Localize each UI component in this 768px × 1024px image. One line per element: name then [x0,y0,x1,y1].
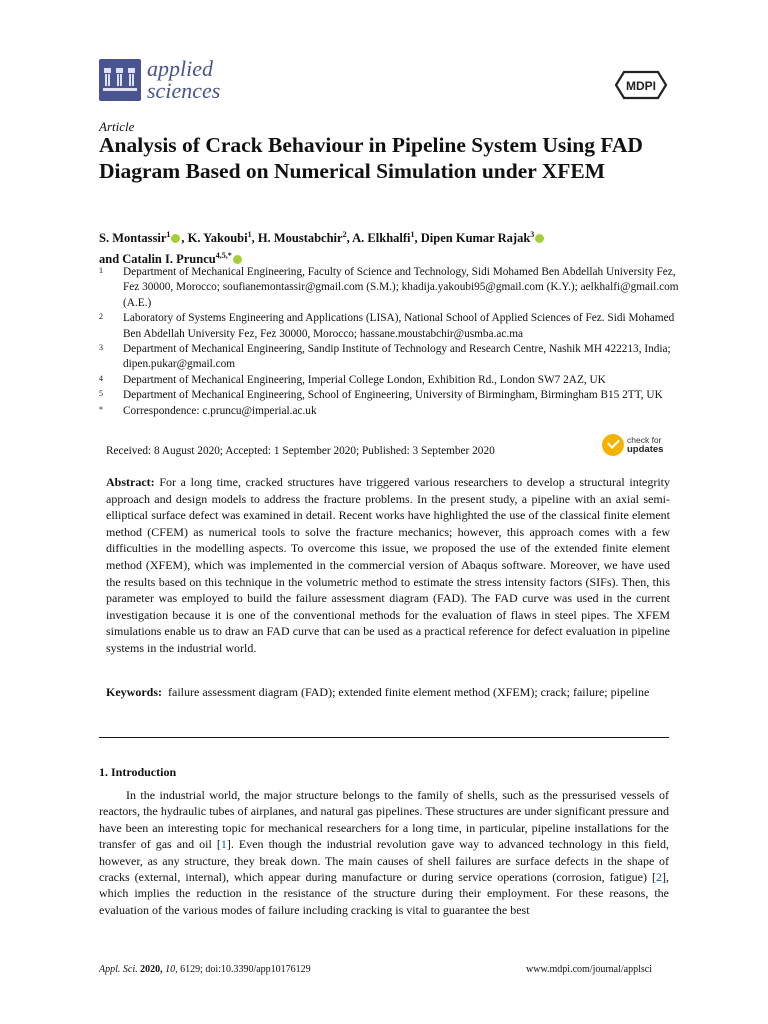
article-type: Article [99,119,135,134]
footer-volume: 10, [165,964,178,975]
footer-doi: 6129; doi:10.3390/app10176129 [180,964,311,975]
publisher-name: MDPI [626,79,656,93]
abstract [106,474,670,657]
checkmark-icon [602,434,624,456]
journal-logo [99,58,220,102]
check-updates-line2: updates [627,444,664,455]
publication-dates: Received: 8 August 2020; Accepted: 1 September 2020; Published: 3 September 2020 [106,445,495,457]
author-name: H. Moustabchir [257,231,343,246]
orcid-icon[interactable] [535,234,544,243]
affiliation-text: Department of Mechanical Engineering, Faculty of Science and Technology, Sidi Mohamed Ben Abdellah University Fez, Fez 30000, Morocco; soufianemontassir@gmail.com (S.M.); khadija.yakoubi95@gmail.com (K.Y.); aelkhalfi@gmail.com (A.E.) [123,266,679,309]
affiliation-list [99,265,679,419]
affiliation-number: 3 [99,343,103,353]
body-text-part: In the industrial world, the major structure belongs to the family of shells, such as the pressurised vessels of reactors, the hydraulic tubes of airplanes, and natural gas pipelines. These structures are under significant pressure and have been an interesting topic for mechanical researchers for a long time, in particular, pipeline installations for the transfer of gas and oil [ [99,788,669,852]
orcid-icon[interactable] [171,234,180,243]
keywords-label: Keywords: [106,685,162,699]
affiliation-number: 5 [99,389,103,399]
affiliation-number: * [99,404,103,414]
affiliation-number: 2 [99,312,103,322]
keywords-text: failure assessment diagram (FAD); extended finite element method (XFEM); crack; failure; pipeline [168,685,650,699]
author-affil-sup: 1 [166,230,171,239]
affiliation-text: Laboratory of Systems Engineering and Applications (LISA), National School of Applied Sciences of Fez. Sidi Mohamed Ben Abdellah University Fez, Fez 30000, Morocco; hassane.moustabchir@usmba.ac.ma [123,312,675,340]
correspondence-text[interactable]: Correspondence: c.pruncu@imperial.ac.uk [123,404,317,417]
author-affil-sup: 2 [342,230,347,239]
affiliation-item [99,373,679,388]
affiliation-text: Department of Mechanical Engineering, Sandip Institute of Technology and Research Centre, Nashik MH 422213, India; dipen.pukar@gmail.com [123,343,671,371]
journal-name-line1: applied [147,56,213,81]
journal-emblem-icon [99,59,141,101]
author-affil-sup: 3 [530,230,535,239]
affiliation-item [99,265,679,311]
affiliation-item [99,388,679,403]
article-title: Analysis of Crack Behaviour in Pipeline System Using FAD Diagram Based on Numerical Simulation under XFEM [99,133,643,183]
author-list: S. Montassir$^1$ , K. Yakoubi$^1$, H. Moustabchir$^2$, A. Elkhalfi$^1$, Dipen Kumar Rajak$^3$ and Catalin I. Pruncu$^{4,5,*}$ [99,226,659,268]
check-updates-line1: check for [627,435,662,445]
check-updates-label [627,436,663,454]
journal-name-line2: sciences [147,78,221,103]
affiliation-item [99,342,679,373]
author-name: A. Elkhalfi [352,231,411,246]
footer-journal-url[interactable]: www.mdpi.com/journal/applsci [526,964,652,975]
author-name: S. Montassir [99,231,167,246]
abstract-text: For a long time, cracked structures have triggered various researchers to develop a structural integrity approach and design models to address the fracture problems. In the present study, a pipeline with an axial semi-elliptical surface defect was examined in detail. Recent works have highlighted the use of the classical finite element method (CFEM) as numerical tools to solve the fracture mechanics; however, this approach comes with a few difficulties in the modelling aspects. To overcome this issue, we proposed the use of the extended finite element method (XFEM), which was implemented in the commercial version of Abaqus software. Moreover, we have used the results based on this technique in the volumetric method to estimate the stress intensity factors (SIFs). Then, this parameter was employed to build the failure assessment diagram (FAD). The FAD curve was used in the current investigation because it is one of the conventional methods for the evaluation of flaws in steel pipes. The XFEM simulations enable us to draw an FAD curve that can be used as a practical reference for defect evaluation in pipeline systems in the industrial world. [106,475,671,655]
journal-name [147,58,220,102]
affiliation-number: 4 [99,373,103,383]
footer-year: 2020, [140,964,163,975]
abstract-label: Abstract: [106,475,155,489]
correspondence-item [99,404,679,419]
section-heading: 1. Introduction [99,765,177,779]
author-name: Dipen Kumar Rajak [420,231,531,246]
affiliation-number: 1 [99,266,103,275]
author-affil-sup: 1 [247,230,252,239]
footer-citation [99,964,311,975]
section-divider [99,737,669,738]
check-for-updates-button[interactable] [602,434,663,456]
body-text-part: ]. Even though the industrial revolution gave way to advanced technology in this field, however, as any structure, they break down. The main causes of shell failures are surface defects in the shape of cracks (external, internal), which appear during manufacture or during service operations (corrosion, fatigue) [ [99,837,669,885]
footer-journal-abbr: Appl. Sci. [99,964,138,975]
mdpi-logo [614,70,668,105]
keywords [106,684,670,701]
body-text-part: ], which implies the reduction in the resistance of the structure during their employment. For these reasons, the evaluation of the various modes of failure including cracking is vital to guarantee the best [99,870,669,917]
introduction-paragraph [99,787,669,918]
affiliation-item [99,311,679,342]
citation-link[interactable]: 1 [220,837,227,852]
citation-link[interactable]: 2 [656,870,662,885]
affiliation-text: Department of Mechanical Engineering, School of Engineering, University of Birmingham, Birmingham B15 2TT, UK [123,389,663,402]
orcid-icon[interactable] [233,255,242,264]
author-affil-sup: 1 [410,230,415,239]
author-name: Catalin I. Pruncu [122,252,216,267]
author-name: K. Yakoubi [187,231,248,246]
affiliation-text: Department of Mechanical Engineering, Imperial College London, Exhibition Rd., London SW7 2AZ, UK [123,373,606,386]
author-affil-sup: 4,5,* [215,251,232,261]
